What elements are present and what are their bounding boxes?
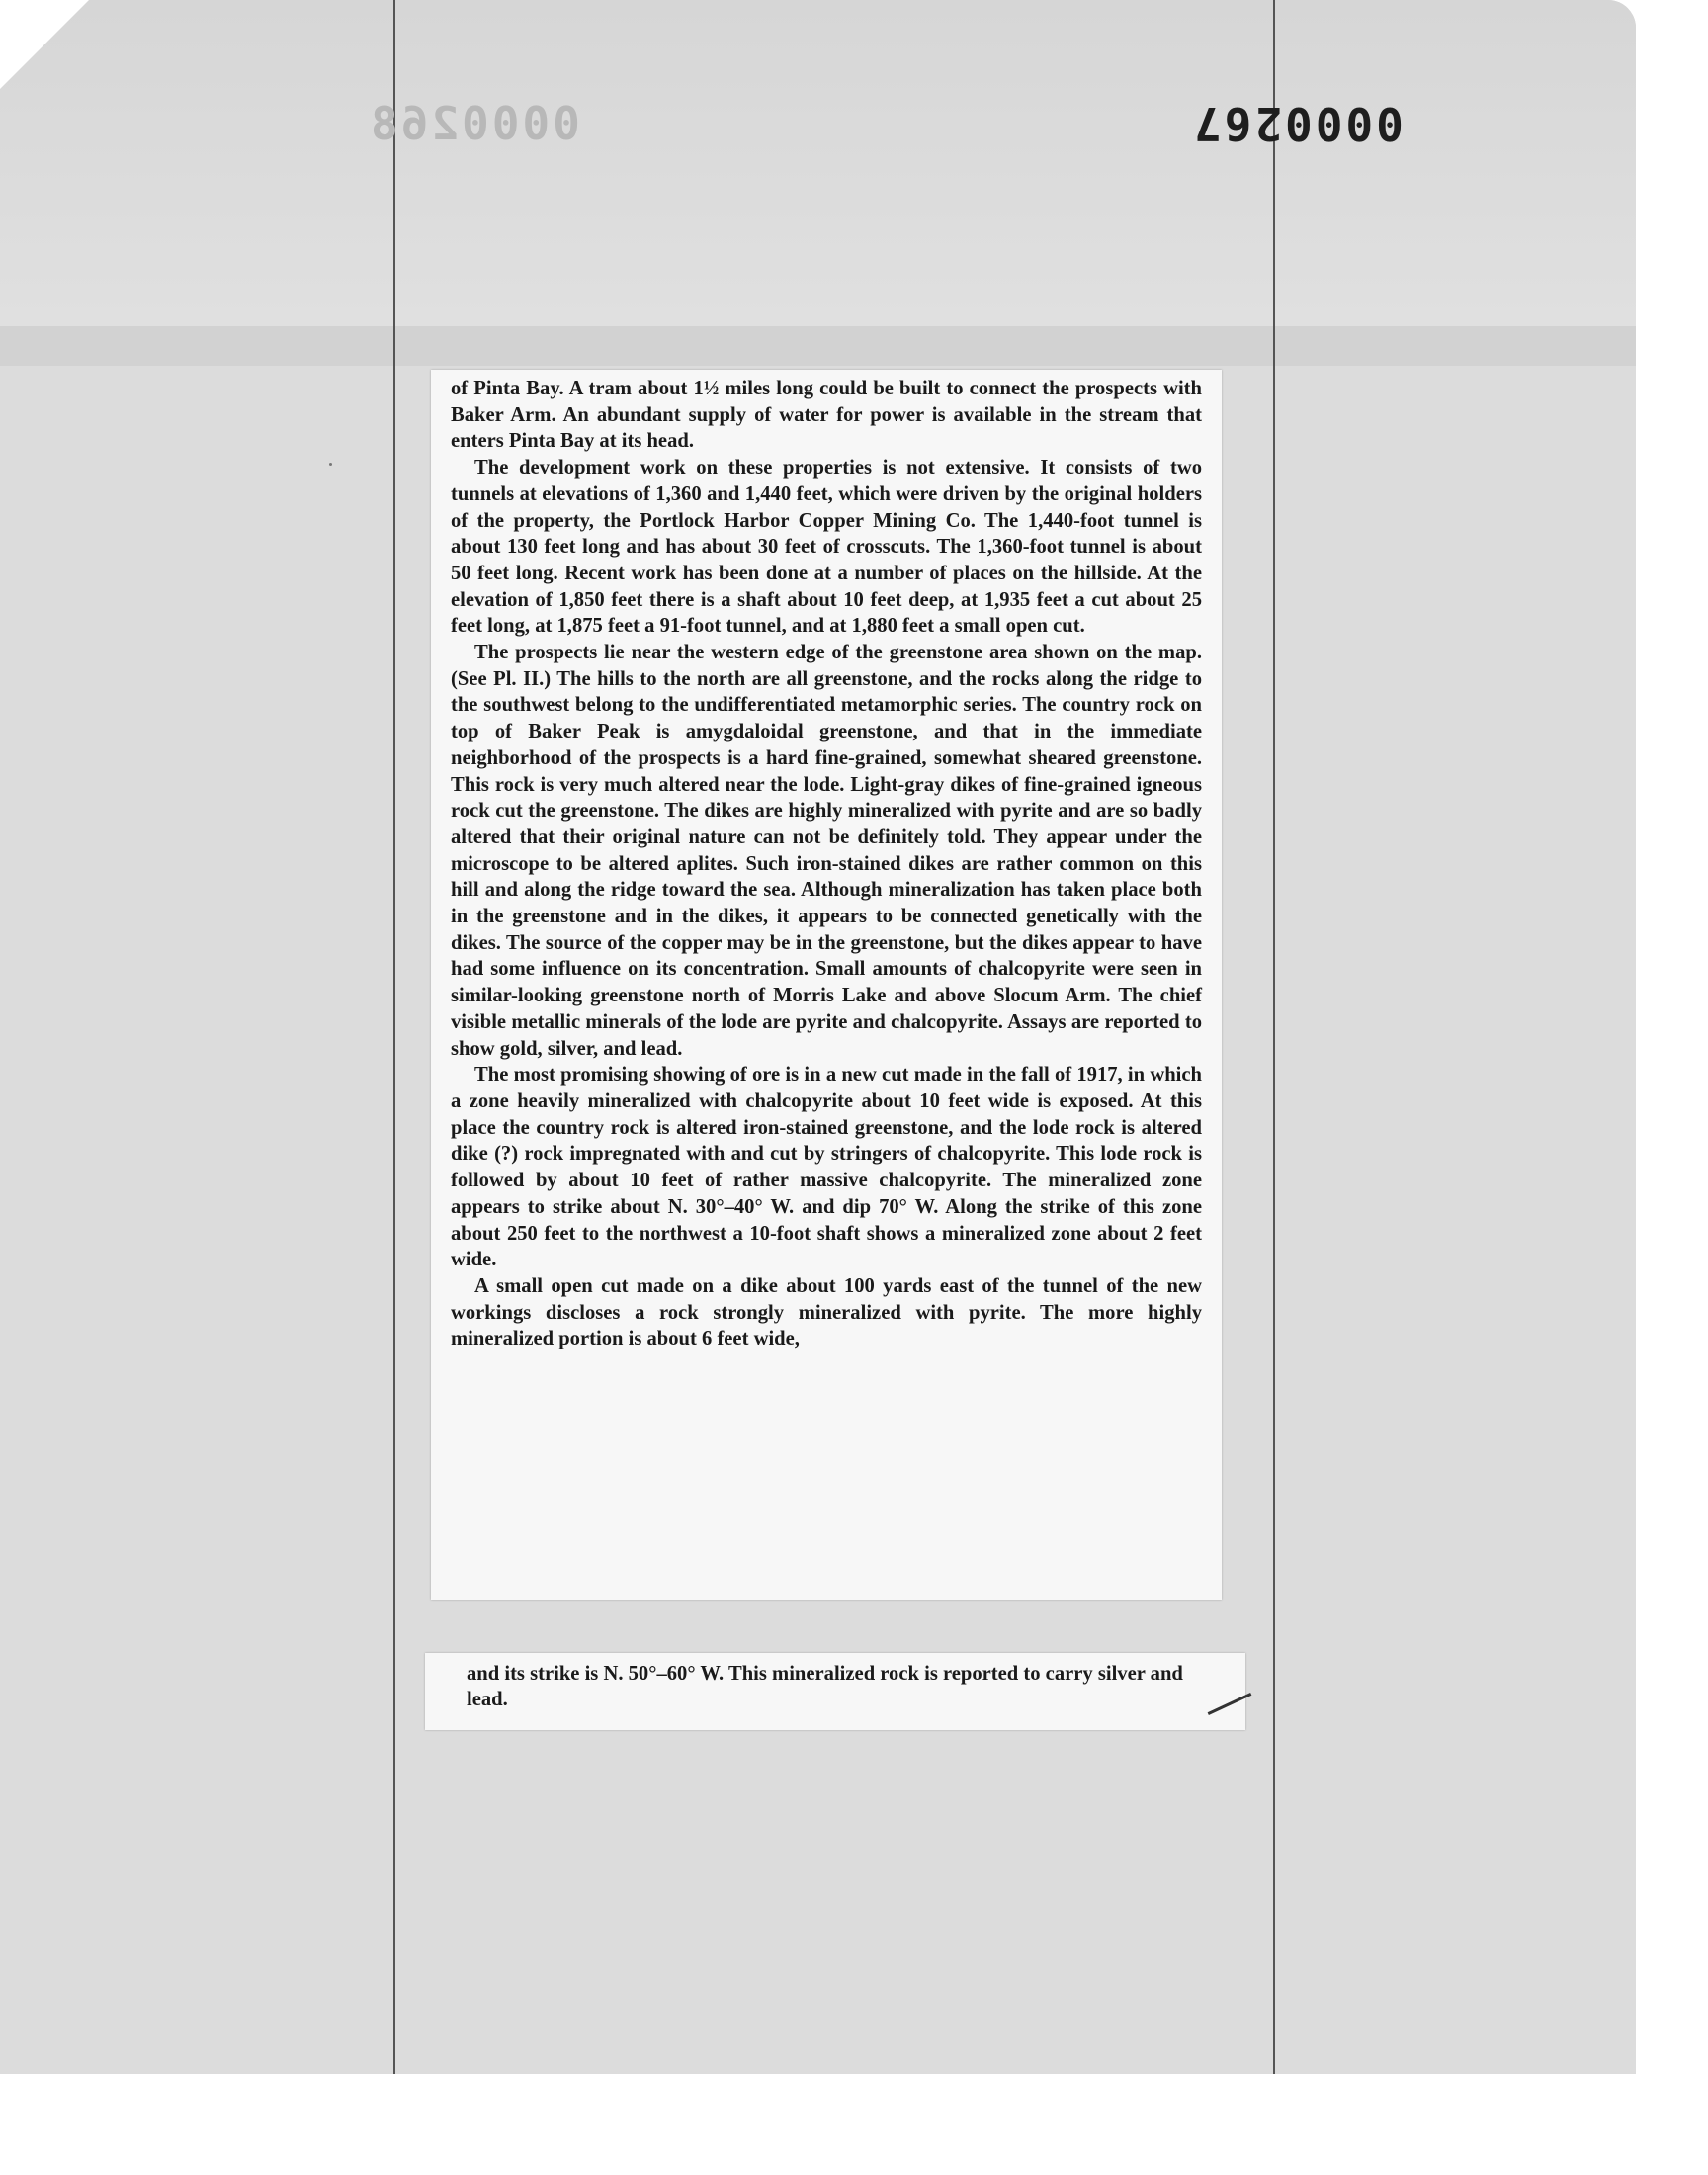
sheet-shadow-band — [0, 326, 1636, 366]
continuation-text: and its strike is N. 50°–60° W. This mineralized rock is reported to carry silver and lead. — [467, 1663, 1183, 1710]
article-clipping — [431, 370, 1222, 1600]
article-paragraph-5: A small open cut made on a dike about 100 yards east of the tunnel of the new workings discloses a rock strongly mineralized with pyrite. The more highly mineralized portion is about 6 feet wide, — [451, 1274, 1202, 1350]
bleed-through-stamp: 0000268 — [368, 97, 580, 150]
continuation-clipping — [425, 1653, 1245, 1730]
article-body — [451, 376, 1202, 1352]
scan-speck — [329, 463, 332, 466]
article-paragraph-4: The most promising showing of ore is in a new cut made in the fall of 1917, in which a zone heavily mineralized with chalcopyrite about 10 feet wide is exposed. At this place the country rock is altered iron-stained greenstone, and the lode rock is altered dike (?) rock impregnated with and cut by stringers of chalcopyrite. This lode rock is followed by about 10 feet of rather massive chalcopyrite. The mineralized zone appears to strike about N. 30°–40° W. and dip 70° W. Along the strike of this zone about 250 feet to the northwest a 10-foot shaft shows a mineralized zone about 2 feet wide. — [451, 1064, 1202, 1271]
corner-fold — [0, 0, 89, 89]
article-paragraph-1: of Pinta Bay. A tram about 1½ miles long could be built to connect the prospects with Baker Arm. An abundant supply of water for power is available in the stream that enters Pinta Bay at its head. — [451, 378, 1202, 453]
sheet-top-shade — [0, 0, 1636, 326]
article-paragraph-3: The prospects lie near the western edge of the greenstone area shown on the map. (See Pl. II.) The hills to the north are all greenstone, and the rocks along the ridge to the southwest belong to the undifferentiated metamorphic series. The country rock on top of Baker Peak is amygdaloidal greenstone, and that in the immediate neighborhood of the prospects is a hard fine-grained, somewhat sheared greenstone. This rock is very much altered near the lode. Light-gray dikes of fine-grained igneous rock cut the greenstone. The dikes are highly mineralized with pyrite and are so badly altered that their original nature can not be definitely told. They appear under the microscope to be altered aplites. Such iron-stained dikes are rather common on this hill and along the ridge toward the sea. Although mineralization has taken place both in the greenstone and in the dikes, it appears to be connected genetically with the dikes. The source of the copper may be in the greenstone, but the dikes appear to have had some influence on its concentration. Small amounts of chalcopyrite were seen in similar-looking greenstone north of Morris Lake and above Slocum Arm. The chief visible metallic minerals of the lode are pyrite and chalcopyrite. Assays are reported to show gold, silver, and lead. — [451, 642, 1202, 1060]
page-number-stamp: 0000267 — [1191, 97, 1404, 150]
article-paragraph-2: The development work on these properties is not extensive. It consists of two tunnels at elevations of 1,360 and 1,440 feet, which were driven by the original holders of the property, the Portlock Harbor Copper Mining Co. The 1,440-foot tunnel is about 130 feet long and has about 30 feet of crosscuts. The 1,360-foot tunnel is about 50 feet long. Recent work has been done at a number of places on the hillside. At the elevation of 1,850 feet there is a shaft about 10 feet deep, at 1,935 feet a cut about 25 feet long, at 1,875 feet a 91-foot tunnel, and at 1,880 feet a small open cut. — [451, 457, 1202, 638]
right-margin-line — [1273, 0, 1275, 2074]
left-margin-line — [393, 0, 395, 2074]
